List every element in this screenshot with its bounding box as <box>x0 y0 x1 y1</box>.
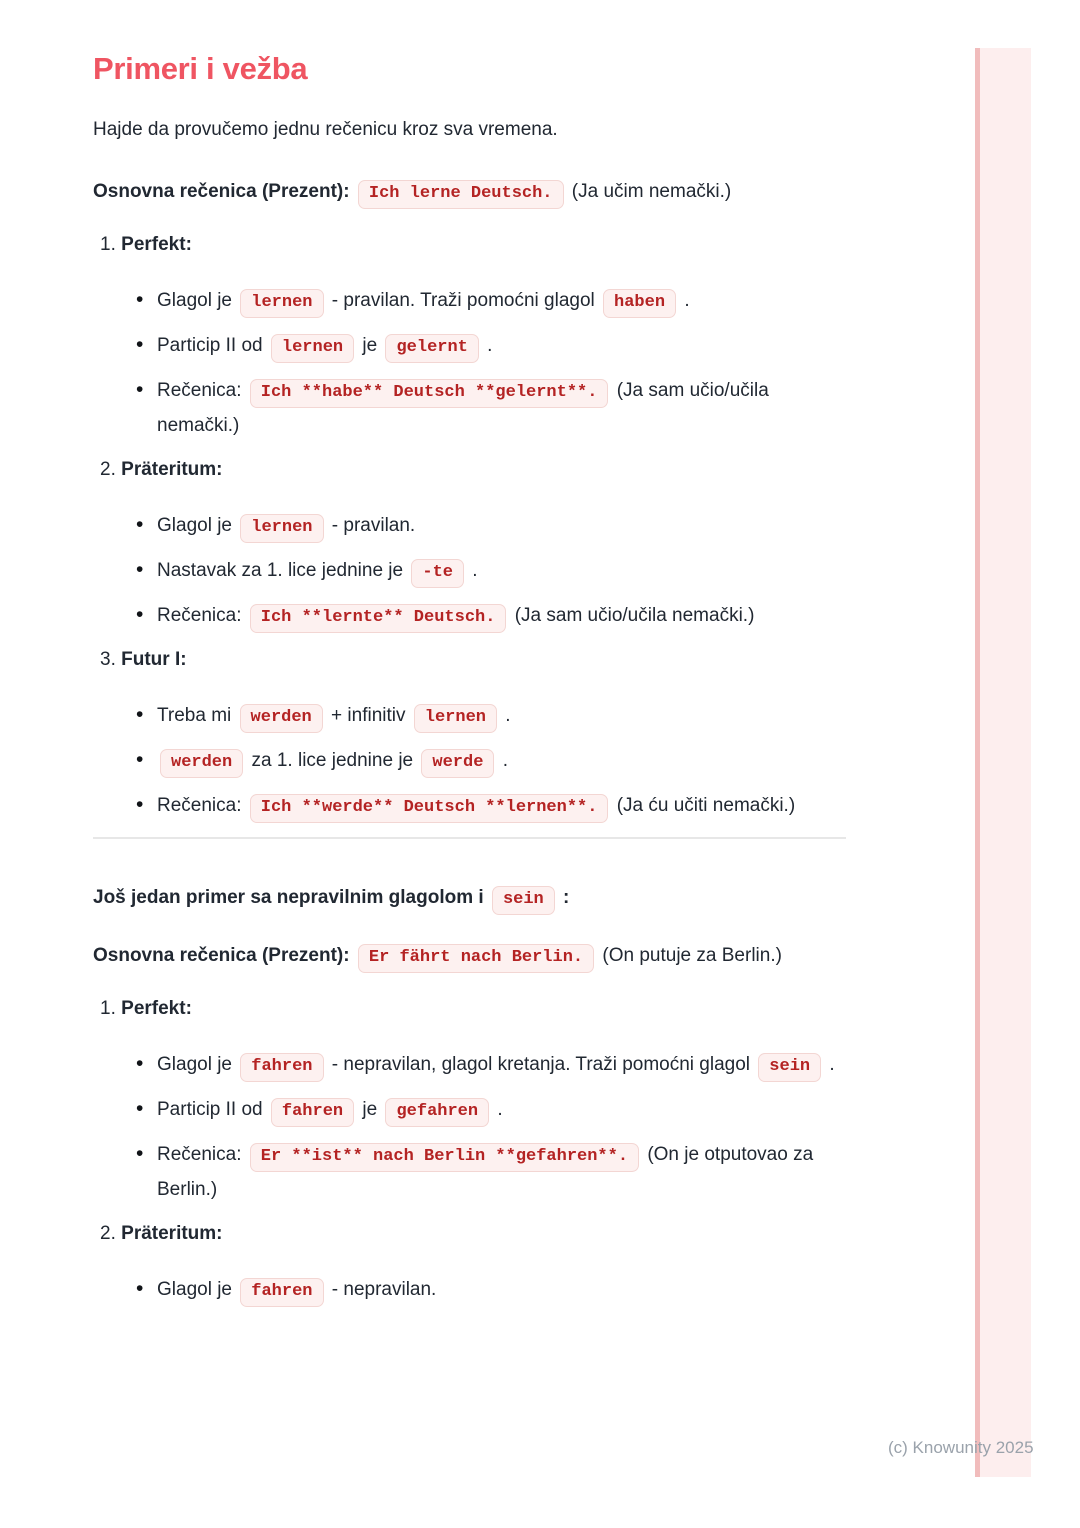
paragraph <box>93 880 846 916</box>
code-chip: werden <box>240 704 323 733</box>
text-run: . <box>472 560 478 581</box>
bullet-list <box>100 698 846 823</box>
text-run: je <box>362 1099 378 1120</box>
code-chip: werde <box>421 749 494 778</box>
text-run: . <box>487 335 493 356</box>
bullet-item <box>157 743 846 778</box>
text-run: Glagol je <box>157 1054 232 1075</box>
item-number: 1. <box>100 998 116 1019</box>
code-chip: lernen <box>414 704 497 733</box>
bullet-item <box>157 1272 846 1307</box>
code-chip: Ich **lernte** Deutsch. <box>250 604 507 633</box>
numbered-item <box>100 1221 846 1307</box>
intro-paragraph: Hajde da provučemo jednu rečenicu kroz sva vremena. <box>93 119 558 140</box>
code-chip: gefahren <box>385 1098 489 1127</box>
code-chip: lernen <box>240 514 323 543</box>
bullet-list <box>100 283 846 443</box>
text-run: (On je otputovao za Berlin.) <box>157 1144 814 1200</box>
numbered-item <box>100 996 846 1207</box>
text-run: (On putuje za Berlin.) <box>602 945 782 966</box>
text-run: - pravilan. <box>331 515 416 536</box>
bullet-item <box>157 373 846 443</box>
paragraph <box>93 174 846 210</box>
bullet-item <box>157 1047 846 1082</box>
numbered-item <box>100 647 846 823</box>
item-number: 1. <box>100 234 116 255</box>
item-label: Präteritum: <box>121 459 223 480</box>
numbered-item-heading <box>100 232 846 258</box>
text-run: + infinitiv <box>331 705 406 726</box>
code-chip: -te <box>411 559 464 588</box>
text-run: . <box>502 750 508 771</box>
text-run: Glagol je <box>157 290 232 311</box>
code-chip: fahren <box>271 1098 354 1127</box>
text-run: . <box>505 705 511 726</box>
text-run: . <box>829 1054 835 1075</box>
bullet-item <box>157 283 846 318</box>
bullet-item <box>157 598 846 633</box>
text-run: Treba mi <box>157 705 232 726</box>
code-chip: sein <box>758 1053 821 1082</box>
bullet-list <box>100 1272 846 1307</box>
code-chip: haben <box>603 289 676 318</box>
bold-text: : <box>563 887 570 908</box>
text-run: (Ja sam učio/učila nemački.) <box>514 605 755 626</box>
document-blocks <box>93 174 846 1307</box>
text-run: Glagol je <box>157 515 232 536</box>
bullet-item <box>157 788 846 823</box>
bullet-item <box>157 1092 846 1127</box>
code-chip: fahren <box>240 1278 323 1307</box>
text-run: . <box>497 1099 503 1120</box>
text-run: (Ja sam učio/učila nemački.) <box>157 380 769 436</box>
code-chip: lernen <box>240 289 323 318</box>
text-run: - nepravilan, glagol kretanja. Traži pomoćni glagol <box>331 1054 751 1075</box>
bullet-list <box>100 508 846 633</box>
bullet-item <box>157 553 846 588</box>
item-label: Perfekt: <box>121 234 192 255</box>
bullet-item <box>157 328 846 363</box>
bold-text: Još jedan primer sa nepravilnim glagolom i <box>93 887 484 908</box>
bullet-item <box>157 508 846 543</box>
document-page <box>93 52 846 1321</box>
text-run: - pravilan. Traži pomoćni glagol <box>331 290 595 311</box>
numbered-item-heading <box>100 996 846 1022</box>
text-run: (Ja ću učiti nemački.) <box>616 795 796 816</box>
text-run: Nastavak za 1. lice jednine je <box>157 560 404 581</box>
paragraph <box>93 938 846 974</box>
numbered-item-heading <box>100 457 846 483</box>
text-run: Particip II od <box>157 1099 263 1120</box>
bold-text: Osnovna rečenica (Prezent): <box>93 945 350 966</box>
numbered-item-heading <box>100 1221 846 1247</box>
code-chip: werden <box>160 749 243 778</box>
code-chip: Ich **habe** Deutsch **gelernt**. <box>250 379 609 408</box>
text-run: je <box>362 335 378 356</box>
next-page-edge-bar <box>975 48 1031 1477</box>
divider <box>93 837 846 839</box>
numbered-item <box>100 457 846 633</box>
copyright-footer: (c) Knowunity 2025 <box>888 1438 1034 1457</box>
code-chip: Ich lerne Deutsch. <box>358 180 564 209</box>
bullet-item <box>157 1137 846 1207</box>
code-chip: Er **ist** nach Berlin **gefahren**. <box>250 1143 639 1172</box>
bullet-list <box>100 1047 846 1207</box>
text-run: . <box>684 290 690 311</box>
bullet-item <box>157 698 846 733</box>
text-run: Rečenica: <box>157 605 242 626</box>
text-run: Rečenica: <box>157 795 242 816</box>
text-run: (Ja učim nemački.) <box>571 181 732 202</box>
text-run: Rečenica: <box>157 1144 242 1165</box>
page-title: Primeri i vežba <box>93 51 308 86</box>
code-chip: Ich **werde** Deutsch **lernen**. <box>250 794 609 823</box>
numbered-list <box>93 232 846 823</box>
item-number: 2. <box>100 459 116 480</box>
text-run: Particip II od <box>157 335 263 356</box>
code-chip: Er fährt nach Berlin. <box>358 944 594 973</box>
bold-text: Osnovna rečenica (Prezent): <box>93 181 350 202</box>
text-run: Glagol je <box>157 1279 232 1300</box>
code-chip: lernen <box>271 334 354 363</box>
text-run: Rečenica: <box>157 380 242 401</box>
item-number: 2. <box>100 1223 116 1244</box>
item-label: Präteritum: <box>121 1223 223 1244</box>
numbered-item-heading <box>100 647 846 673</box>
numbered-item <box>100 232 846 443</box>
item-label: Futur I: <box>121 649 187 670</box>
code-chip: sein <box>492 886 555 915</box>
code-chip: gelernt <box>385 334 478 363</box>
item-label: Perfekt: <box>121 998 192 1019</box>
item-number: 3. <box>100 649 116 670</box>
code-chip: fahren <box>240 1053 323 1082</box>
text-run: za 1. lice jednine je <box>251 750 414 771</box>
text-run: - nepravilan. <box>331 1279 437 1300</box>
numbered-list <box>93 996 846 1307</box>
